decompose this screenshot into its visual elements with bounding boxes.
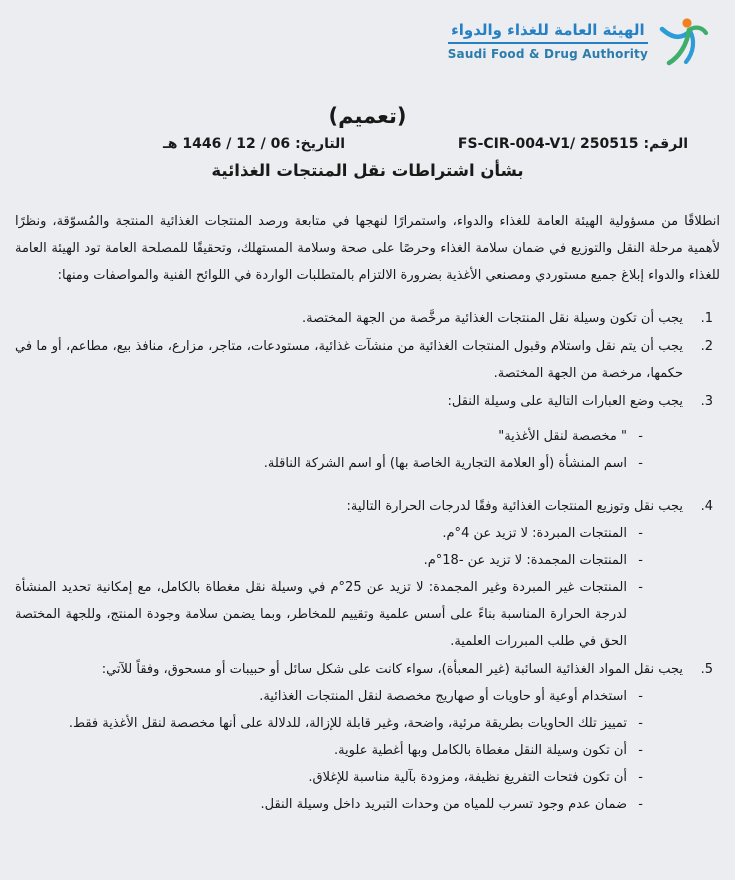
sub-item-group [15, 423, 720, 477]
sub-item-text: المنتجات المجمدة: لا تزيد عن -18°م. [423, 553, 627, 568]
circular-title: (تعميم) [328, 104, 407, 128]
requirements-list [0, 305, 735, 818]
intro-paragraph: انطلاقًا من مسؤولية الهيئة العامة للغذاء والدواء، واستمرارًا لنهجها في متابعة ورصد المنتجات الغذائية المنتجة والمُسوّقة، ونظرًا لأهمية مرحلة النقل والتوزيع في ضمان سلامة الغذاء وحرصًا على صحة وسلامة المستهلك، وتحقيقًا للمصلحة العامة تود الهيئة العامة للغذاء والدواء إبلاغ جميع مستوردي ومصنعي الأغذية بضرورة الالتزام بالمتطلبات الواردة في اللوائح الفنية والمواصفات ومنها: [15, 214, 720, 283]
sfda-logo [448, 16, 711, 66]
list-item-text: يجب نقل المواد الغذائية السائبة (غير المعبأة)، سواء كانت على شكل سائل أو حبيبات أو مسحوق، وفقاً للآتي: [101, 662, 683, 677]
list-item-text: يجب وضع العبارات التالية على وسيلة النقل: [447, 394, 683, 409]
list-item-number: . 3 [683, 388, 720, 415]
date-label: التاريخ: [295, 136, 346, 152]
dash-marker: - [638, 429, 643, 444]
sub-item-text: المنتجات المبردة: لا تزيد عن 4°م. [442, 526, 627, 541]
sfda-logo-text [448, 21, 648, 61]
list-item-block [15, 333, 720, 387]
dash-marker: - [638, 553, 643, 568]
dash-marker: - [638, 689, 643, 704]
dash-marker: - [638, 716, 643, 731]
sub-item-text: استخدام أوعية أو حاويات أو صهاريج مخصصة لنقل المنتجات الغذائية. [259, 689, 627, 704]
sub-item [15, 520, 720, 547]
subject-title: بشأن اشتراطات نقل المنتجات الغذائية [211, 161, 524, 180]
list-item-number: . 1 [683, 305, 720, 332]
sub-item [15, 450, 720, 477]
logo-arabic-name: الهيئة العامة للغذاء والدواء [448, 21, 648, 44]
list-item-text: يجب نقل وتوزيع المنتجات الغذائية وفقًا لدرجات الحرارة التالية: [346, 499, 683, 514]
sub-item-text: المنتجات غير المبردة وغير المجمدة: لا تزيد عن 25°م في وسيلة نقل مغطاة بالكامل، مع إمكانية تحديد المنشأة لدرجة الحرارة المناسبة بناءً على أسس علمية وتقييم للمخاطر، وبما يضمن سلامة وجودة المنتج، وللجهة المختصة الحق في طلب المبررات العلمية. [15, 580, 627, 649]
dash-marker: - [638, 770, 643, 785]
dash-marker: - [638, 456, 643, 471]
list-item [15, 656, 720, 683]
date-value: 06 / 12 / 1446 هـ [163, 136, 291, 152]
meta-row [0, 128, 735, 152]
sub-item [15, 683, 720, 710]
number-label: الرقم: [643, 136, 688, 152]
sub-item [15, 710, 720, 737]
sub-item-group [15, 683, 720, 818]
list-item-block [15, 493, 720, 655]
sub-item-text: اسم المنشأة (أو العلامة التجارية الخاصة بها) أو اسم الشركة الناقلة. [263, 456, 627, 471]
sub-item [15, 737, 720, 764]
list-item [15, 305, 720, 332]
dash-marker: - [638, 743, 643, 758]
sub-item-text: " مخصصة لنقل الأغذية" [498, 429, 627, 444]
list-item-text: يجب أن يتم نقل واستلام وقبول المنتجات الغذائية من منشآت غذائية، مستودعات، متاجر، مزارع، منافذ بيع، مطاعم، أو ما في حكمها، مرخصة من الجهة المختصة. [15, 339, 683, 381]
sub-item [15, 574, 720, 655]
sub-item-text: تمييز تلك الحاويات بطريقة مرئية، واضحة، وغير قابلة للإزالة، للدلالة على أنها مخصصة لنقل الأغذية فقط. [68, 716, 627, 731]
number-value: FS-CIR-004-V1/ 250515 [457, 136, 639, 152]
list-item-block [15, 305, 720, 332]
list-item-number: . 5 [683, 656, 720, 683]
sub-item-text: ضمان عدم وجود تسرب للمياه من وحدات التبريد داخل وسيلة النقل. [260, 797, 627, 812]
dash-marker: - [638, 526, 643, 541]
sub-item [15, 764, 720, 791]
dash-marker: - [638, 797, 643, 812]
sub-item [15, 547, 720, 574]
list-item [15, 493, 720, 520]
list-item-number: . 2 [683, 333, 720, 387]
circular-date [163, 136, 345, 152]
page-header [0, 0, 735, 66]
list-item [15, 388, 720, 415]
list-item [15, 333, 720, 387]
sub-item [15, 791, 720, 818]
list-item-number: . 4 [683, 493, 720, 520]
sub-item-text: أن تكون فتحات التفريغ نظيفة، ومزودة بآلية مناسبة للإغلاق. [308, 770, 627, 785]
sub-item-text: أن تكون وسيلة النقل مغطاة بالكامل وبها أغطية علوية. [333, 743, 627, 758]
sfda-logo-icon [657, 16, 711, 66]
list-item-text: يجب أن تكون وسيلة نقل المنتجات الغذائية مرخَّصة من الجهة المختصة. [301, 311, 683, 326]
circular-number [458, 136, 688, 152]
sub-item [15, 423, 720, 450]
sub-item-group [15, 520, 720, 655]
list-item-block [15, 656, 720, 818]
logo-english-name: Saudi Food & Drug Authority [447, 47, 648, 61]
list-item-block [15, 388, 720, 477]
dash-marker: - [638, 580, 643, 595]
